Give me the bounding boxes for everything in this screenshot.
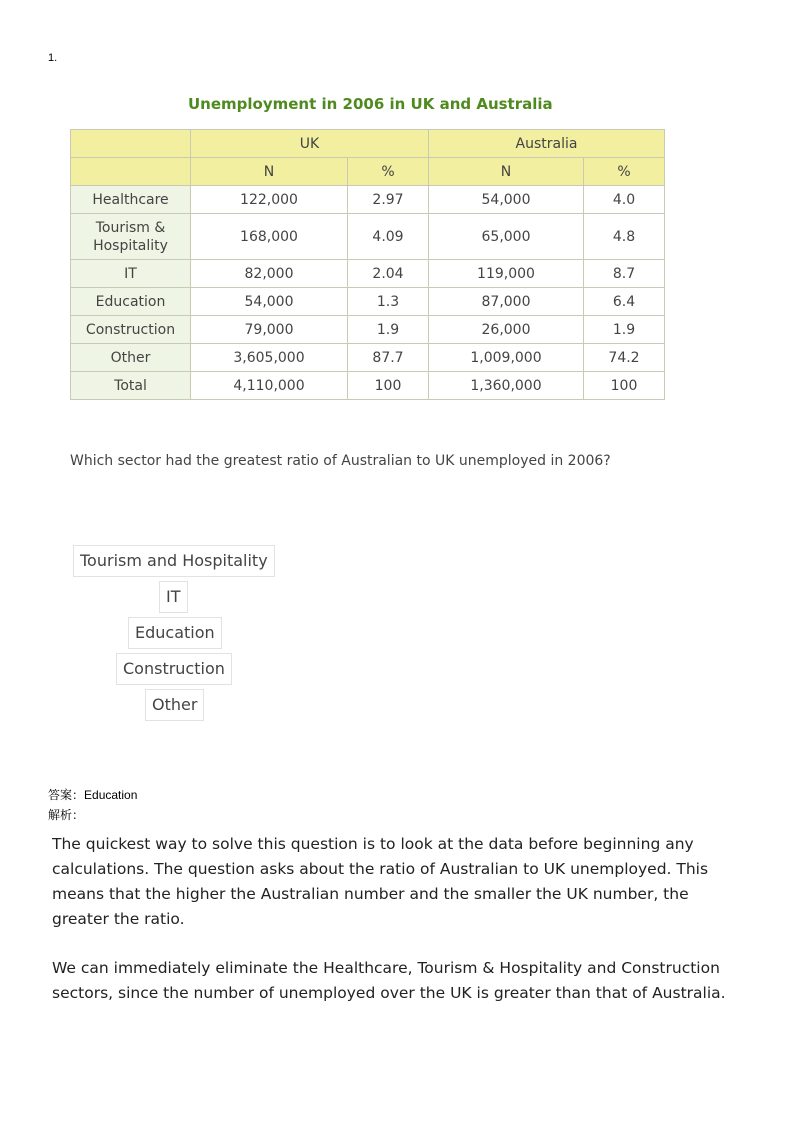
sub-header: N bbox=[191, 158, 348, 186]
sub-header: % bbox=[348, 158, 429, 186]
table-cell: 1,360,000 bbox=[429, 372, 584, 400]
table-row bbox=[71, 288, 665, 316]
row-label-line: Tourism & bbox=[95, 219, 166, 236]
table-row bbox=[71, 260, 665, 288]
option-construction[interactable]: Construction bbox=[116, 653, 232, 685]
explanation-line: We can immediately eliminate the Healthcare, Tourism & Hospitality and Construction bbox=[52, 959, 720, 977]
table-cell: 65,000 bbox=[429, 214, 584, 260]
table-cell: 4.8 bbox=[584, 214, 665, 260]
corner-cell bbox=[71, 130, 191, 158]
sub-header: % bbox=[584, 158, 665, 186]
group-header-australia: Australia bbox=[429, 130, 665, 158]
table-cell: 79,000 bbox=[191, 316, 348, 344]
sub-header-row bbox=[71, 158, 665, 186]
table-row-total bbox=[71, 372, 665, 400]
table-cell: 119,000 bbox=[429, 260, 584, 288]
table-cell: 4.09 bbox=[348, 214, 429, 260]
row-label: Education bbox=[71, 288, 191, 316]
table-row bbox=[71, 344, 665, 372]
table-cell: 2.04 bbox=[348, 260, 429, 288]
explanation-line: greater the ratio. bbox=[52, 910, 185, 928]
explanation-line: sectors, since the number of unemployed over the UK is greater than that of Australia. bbox=[52, 984, 726, 1002]
table-cell: 3,605,000 bbox=[191, 344, 348, 372]
group-header-uk: UK bbox=[191, 130, 429, 158]
table-cell: 74.2 bbox=[584, 344, 665, 372]
row-label: IT bbox=[71, 260, 191, 288]
row-label: Construction bbox=[71, 316, 191, 344]
question-number: 1. bbox=[48, 52, 58, 64]
table-cell: 100 bbox=[348, 372, 429, 400]
row-label: Healthcare bbox=[71, 186, 191, 214]
table-row bbox=[71, 186, 665, 214]
table-cell: 8.7 bbox=[584, 260, 665, 288]
answer-line bbox=[48, 786, 137, 803]
explanation-paragraph bbox=[52, 956, 752, 1006]
table-cell: 54,000 bbox=[191, 288, 348, 316]
group-header-row bbox=[71, 130, 665, 158]
question-text: Which sector had the greatest ratio of Australian to UK unemployed in 2006? bbox=[70, 453, 611, 469]
explanation-line: calculations. The question asks about the ratio of Australian to UK unemployed. This bbox=[52, 860, 709, 878]
table-cell: 100 bbox=[584, 372, 665, 400]
row-label: Other bbox=[71, 344, 191, 372]
table-cell: 1.3 bbox=[348, 288, 429, 316]
table-cell: 54,000 bbox=[429, 186, 584, 214]
table-title: Unemployment in 2006 in UK and Australia bbox=[188, 95, 553, 113]
table-cell: 82,000 bbox=[191, 260, 348, 288]
row-label bbox=[71, 214, 191, 260]
table-cell: 26,000 bbox=[429, 316, 584, 344]
table-cell: 1.9 bbox=[584, 316, 665, 344]
option-other[interactable]: Other bbox=[145, 689, 204, 721]
table-cell: 122,000 bbox=[191, 186, 348, 214]
table-cell: 4,110,000 bbox=[191, 372, 348, 400]
option-it[interactable]: IT bbox=[159, 581, 188, 613]
table-cell: 87,000 bbox=[429, 288, 584, 316]
explanation-label: 解析： bbox=[48, 808, 85, 822]
table-cell: 4.0 bbox=[584, 186, 665, 214]
explanation-line: means that the higher the Australian number and the smaller the UK number, the bbox=[52, 885, 689, 903]
answer-label: 答案： bbox=[48, 788, 85, 802]
table-cell: 1.9 bbox=[348, 316, 429, 344]
table-cell: 1,009,000 bbox=[429, 344, 584, 372]
row-label: Total bbox=[71, 372, 191, 400]
table-row bbox=[71, 316, 665, 344]
unemployment-table bbox=[70, 129, 665, 400]
table-cell: 2.97 bbox=[348, 186, 429, 214]
corner-cell bbox=[71, 158, 191, 186]
table-cell: 6.4 bbox=[584, 288, 665, 316]
table-cell: 87.7 bbox=[348, 344, 429, 372]
table-row bbox=[71, 214, 665, 260]
option-education[interactable]: Education bbox=[128, 617, 222, 649]
option-tourism-and-hospitality[interactable]: Tourism and Hospitality bbox=[73, 545, 275, 577]
row-label-line: Hospitality bbox=[93, 237, 168, 254]
explanation-paragraph bbox=[52, 832, 752, 932]
explanation-line: The quickest way to solve this question is to look at the data before beginning any bbox=[52, 835, 694, 853]
table-cell: 168,000 bbox=[191, 214, 348, 260]
sub-header: N bbox=[429, 158, 584, 186]
answer-value: Education bbox=[84, 788, 138, 802]
